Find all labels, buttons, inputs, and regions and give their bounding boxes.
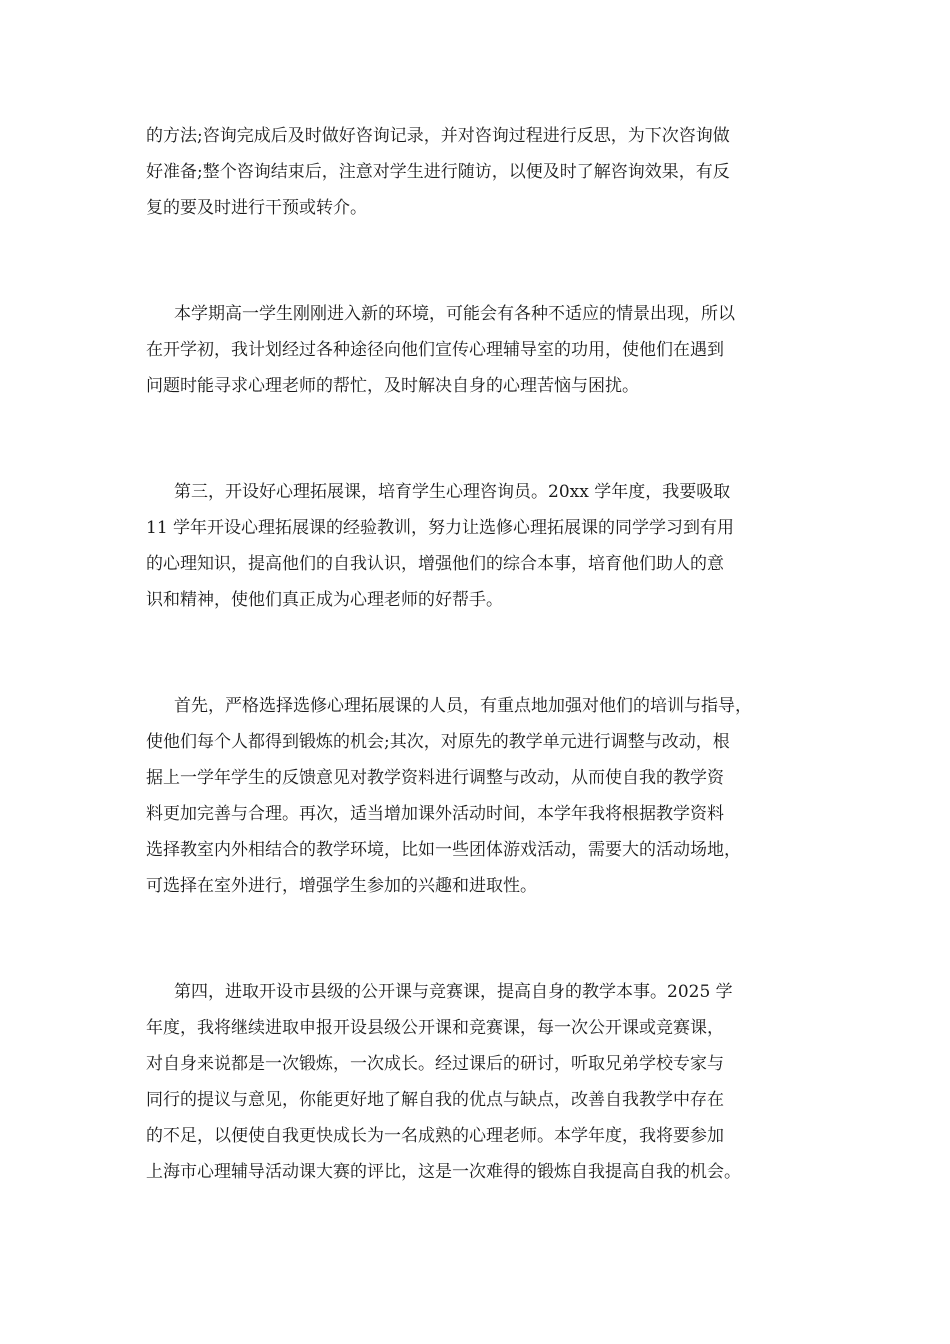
text-line: 好准备;整个咨询结束后，注意对学生进行随访，以便及时了解咨询效果，有反 [146, 162, 730, 182]
paragraph-first-steps [146, 688, 816, 904]
text-line: 第四，进取开设市县级的公开课与竞赛课，提高自身的教学本事。2025 学 [174, 982, 733, 1002]
text-line: 的方法;咨询完成后及时做好咨询记录，并对咨询过程进行反思，为下次咨询做 [146, 126, 730, 146]
text-line: 料更加完善与合理。再次，适当增加课外活动时间，本学年我将根据教学资料 [146, 804, 724, 824]
text-line: 年度，我将继续进取申报开设县级公开课和竞赛课，每一次公开课或竞赛课， [146, 1018, 724, 1038]
text-line: 选择教室内外相结合的教学环境，比如一些团体游戏活动，需要大的活动场地， [146, 840, 741, 860]
paragraph-fourth-point [146, 974, 816, 1190]
text-line: 在开学初，我计划经过各种途径向他们宣传心理辅导室的功用，使他们在遇到 [146, 340, 724, 360]
text-line: 复的要及时进行干预或转介。 [146, 198, 367, 218]
text-line: 第三，开设好心理拓展课，培育学生心理咨询员。20xx 学年度，我要吸取 [174, 482, 731, 502]
text-line: 识和精神，使他们真正成为心理老师的好帮手。 [146, 590, 503, 610]
text-line: 同行的提议与意见，你能更好地了解自我的优点与缺点，改善自我教学中存在 [146, 1090, 724, 1110]
text-line: 的心理知识，提高他们的自我认识，增强他们的综合本事，培育他们助人的意 [146, 554, 724, 574]
text-line: 问题时能寻求心理老师的帮忙，及时解决自身的心理苦恼与困扰。 [146, 376, 639, 396]
text-line: 可选择在室外进行，增强学生参加的兴趣和进取性。 [146, 876, 537, 896]
text-line: 11 学年开设心理拓展课的经验教训，努力让选修心理拓展课的同学学习到有用 [146, 518, 735, 538]
text-line: 使他们每个人都得到锻炼的机会;其次，对原先的教学单元进行调整与改动，根 [146, 732, 730, 752]
text-line: 上海市心理辅导活动课大赛的评比，这是一次难得的锻炼自我提高自我的机会。 [146, 1162, 741, 1182]
paragraph-third-point [146, 474, 816, 618]
text-line: 首先，严格选择选修心理拓展课的人员，有重点地加强对他们的培训与指导， [174, 696, 752, 716]
paragraph-freshman-adaptation [146, 296, 816, 404]
paragraph-consultation-method [146, 118, 816, 226]
text-line: 的不足，以便使自我更快成长为一名成熟的心理老师。本学年度，我将要参加 [146, 1126, 724, 1146]
text-line: 据上一学年学生的反馈意见对教学资料进行调整与改动，从而使自我的教学资 [146, 768, 724, 788]
text-line: 对自身来说都是一次锻炼，一次成长。经过课后的研讨，听取兄弟学校专家与 [146, 1054, 724, 1074]
text-line: 本学期高一学生刚刚进入新的环境，可能会有各种不适应的情景出现，所以 [174, 304, 735, 324]
